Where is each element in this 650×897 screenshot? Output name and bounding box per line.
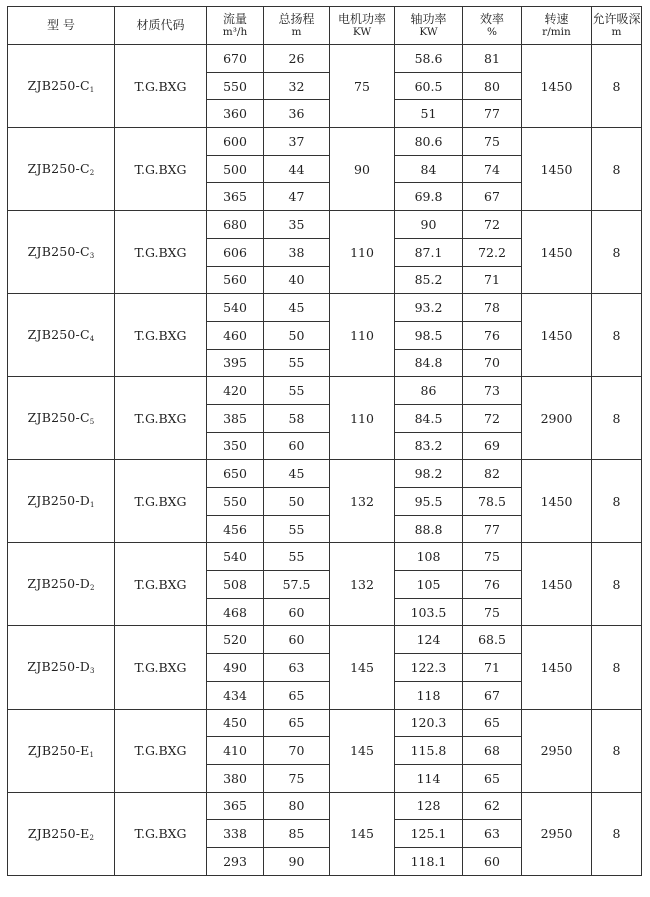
model-subscript: 2 — [89, 833, 95, 842]
shaft-power-cell: 98.5 — [395, 321, 463, 349]
efficiency-cell: 65 — [463, 764, 522, 792]
flow-cell: 540 — [207, 294, 264, 322]
material-code-cell: T.G.BXG — [115, 211, 207, 294]
model-name: ZJB250-D — [27, 576, 90, 592]
motor-power-cell: 132 — [330, 460, 395, 543]
shaft-power-cell: 118.1 — [395, 847, 463, 875]
flow-cell: 680 — [207, 211, 264, 239]
shaft-power-cell: 125.1 — [395, 820, 463, 848]
column-header — [463, 7, 522, 45]
shaft-power-cell: 58.6 — [395, 45, 463, 73]
speed-cell: 1450 — [522, 128, 592, 211]
model-name: ZJB250-D — [27, 493, 90, 509]
flow-cell: 670 — [207, 45, 264, 73]
table-row — [8, 211, 642, 239]
head-cell: 65 — [264, 681, 330, 709]
column-header-title: 电机功率 — [337, 11, 386, 26]
table-row — [8, 792, 642, 820]
motor-power-cell: 145 — [330, 792, 395, 875]
efficiency-cell: 69 — [463, 432, 522, 460]
efficiency-cell: 76 — [463, 571, 522, 599]
shaft-power-cell: 120.3 — [395, 709, 463, 737]
flow-cell: 550 — [207, 72, 264, 100]
head-cell: 75 — [264, 764, 330, 792]
speed-cell: 1450 — [522, 45, 592, 128]
head-cell: 90 — [264, 847, 330, 875]
model-cell — [8, 709, 115, 792]
suction-depth-cell: 8 — [592, 460, 642, 543]
shaft-power-cell: 84.5 — [395, 404, 463, 432]
model-subscript: 3 — [89, 667, 95, 676]
efficiency-cell: 77 — [463, 515, 522, 543]
speed-cell: 1450 — [522, 294, 592, 377]
head-cell: 65 — [264, 709, 330, 737]
model-subscript: 2 — [89, 169, 95, 178]
table-row — [8, 377, 642, 405]
flow-cell: 365 — [207, 183, 264, 211]
flow-cell: 350 — [207, 432, 264, 460]
efficiency-cell: 77 — [463, 100, 522, 128]
column-header-unit: m — [291, 25, 302, 38]
table-row — [8, 626, 642, 654]
column-header-title: 允许吸深 — [592, 11, 641, 26]
shaft-power-cell: 98.2 — [395, 460, 463, 488]
column-header-title: 轴功率 — [410, 11, 447, 26]
efficiency-cell: 67 — [463, 183, 522, 211]
flow-cell: 420 — [207, 377, 264, 405]
shaft-power-cell: 84 — [395, 155, 463, 183]
flow-cell: 540 — [207, 543, 264, 571]
speed-cell: 1450 — [522, 460, 592, 543]
head-cell: 60 — [264, 432, 330, 460]
flow-cell: 520 — [207, 626, 264, 654]
flow-cell: 338 — [207, 820, 264, 848]
shaft-power-cell: 86 — [395, 377, 463, 405]
suction-depth-cell: 8 — [592, 377, 642, 460]
model-cell — [8, 128, 115, 211]
efficiency-cell: 65 — [463, 709, 522, 737]
flow-cell: 650 — [207, 460, 264, 488]
model-name: ZJB250-E — [27, 825, 90, 841]
suction-depth-cell: 8 — [592, 626, 642, 709]
head-cell: 36 — [264, 100, 330, 128]
flow-cell: 460 — [207, 321, 264, 349]
model-subscript: 4 — [89, 335, 95, 344]
suction-depth-cell: 8 — [592, 211, 642, 294]
flow-cell: 468 — [207, 598, 264, 626]
table-body — [8, 45, 642, 876]
model-cell — [8, 543, 115, 626]
material-code-cell: T.G.BXG — [115, 377, 207, 460]
head-cell: 32 — [264, 72, 330, 100]
flow-cell: 508 — [207, 571, 264, 599]
efficiency-cell: 76 — [463, 321, 522, 349]
head-cell: 50 — [264, 321, 330, 349]
head-cell: 70 — [264, 737, 330, 765]
column-header — [330, 7, 395, 45]
column-header-title: 效率 — [479, 11, 504, 26]
head-cell: 45 — [264, 294, 330, 322]
head-cell: 60 — [264, 598, 330, 626]
efficiency-cell: 67 — [463, 681, 522, 709]
shaft-power-cell: 69.8 — [395, 183, 463, 211]
head-cell: 50 — [264, 488, 330, 516]
flow-cell: 560 — [207, 266, 264, 294]
efficiency-cell: 62 — [463, 792, 522, 820]
shaft-power-cell: 85.2 — [395, 266, 463, 294]
table-row — [8, 460, 642, 488]
head-cell: 85 — [264, 820, 330, 848]
shaft-power-cell: 60.5 — [395, 72, 463, 100]
efficiency-cell: 81 — [463, 45, 522, 73]
motor-power-cell: 145 — [330, 626, 395, 709]
header-row — [8, 7, 642, 45]
motor-power-cell: 110 — [330, 211, 395, 294]
column-header-unit: KW — [419, 25, 438, 38]
flow-cell: 395 — [207, 349, 264, 377]
head-cell: 26 — [264, 45, 330, 73]
model-subscript: 1 — [89, 750, 95, 759]
material-code-cell: T.G.BXG — [115, 45, 207, 128]
column-header — [395, 7, 463, 45]
head-cell: 63 — [264, 654, 330, 682]
model-subscript: 3 — [89, 252, 95, 261]
model-subscript: 1 — [89, 86, 95, 95]
column-header-title: 型 号 — [47, 18, 75, 32]
head-cell: 45 — [264, 460, 330, 488]
material-code-cell: T.G.BXG — [115, 709, 207, 792]
efficiency-cell: 73 — [463, 377, 522, 405]
efficiency-cell: 78.5 — [463, 488, 522, 516]
model-cell — [8, 211, 115, 294]
model-cell — [8, 377, 115, 460]
table-row — [8, 543, 642, 571]
column-header-unit: KW — [352, 25, 372, 38]
head-cell: 35 — [264, 211, 330, 239]
flow-cell: 365 — [207, 792, 264, 820]
efficiency-cell: 70 — [463, 349, 522, 377]
efficiency-cell: 71 — [463, 266, 522, 294]
efficiency-cell: 63 — [463, 820, 522, 848]
efficiency-cell: 82 — [463, 460, 522, 488]
head-cell: 80 — [264, 792, 330, 820]
head-cell: 40 — [264, 266, 330, 294]
column-header — [207, 7, 264, 45]
shaft-power-cell: 108 — [395, 543, 463, 571]
table-row — [8, 128, 642, 156]
column-header-title: 转速 — [544, 11, 569, 26]
motor-power-cell: 110 — [330, 377, 395, 460]
column-header — [115, 7, 207, 45]
shaft-power-cell: 114 — [395, 764, 463, 792]
shaft-power-cell: 88.8 — [395, 515, 463, 543]
suction-depth-cell: 8 — [592, 709, 642, 792]
shaft-power-cell: 103.5 — [395, 598, 463, 626]
head-cell: 47 — [264, 183, 330, 211]
head-cell: 58 — [264, 404, 330, 432]
speed-cell: 1450 — [522, 211, 592, 294]
speed-cell: 2950 — [522, 709, 592, 792]
motor-power-cell: 145 — [330, 709, 395, 792]
model-cell — [8, 626, 115, 709]
speed-cell: 2950 — [522, 792, 592, 875]
shaft-power-cell: 115.8 — [395, 737, 463, 765]
shaft-power-cell: 93.2 — [395, 294, 463, 322]
efficiency-cell: 72 — [463, 404, 522, 432]
shaft-power-cell: 80.6 — [395, 128, 463, 156]
efficiency-cell: 60 — [463, 847, 522, 875]
column-header-unit: m³/h — [222, 25, 248, 38]
model-cell — [8, 792, 115, 875]
material-code-cell: T.G.BXG — [115, 792, 207, 875]
efficiency-cell: 68 — [463, 737, 522, 765]
column-header-title: 流量 — [222, 11, 247, 26]
model-name: ZJB250-D — [27, 659, 90, 675]
column-header — [522, 7, 592, 45]
suction-depth-cell: 8 — [592, 128, 642, 211]
shaft-power-cell: 51 — [395, 100, 463, 128]
model-cell — [8, 45, 115, 128]
suction-depth-cell: 8 — [592, 792, 642, 875]
suction-depth-cell: 8 — [592, 45, 642, 128]
model-name: ZJB250-E — [27, 742, 90, 758]
flow-cell: 500 — [207, 155, 264, 183]
flow-cell: 360 — [207, 100, 264, 128]
flow-cell: 450 — [207, 709, 264, 737]
head-cell: 44 — [264, 155, 330, 183]
model-subscript: 2 — [89, 584, 95, 593]
efficiency-cell: 72 — [463, 211, 522, 239]
head-cell: 57.5 — [264, 571, 330, 599]
column-header-unit: r/min — [542, 25, 571, 38]
shaft-power-cell: 95.5 — [395, 488, 463, 516]
shaft-power-cell: 90 — [395, 211, 463, 239]
efficiency-cell: 80 — [463, 72, 522, 100]
shaft-power-cell: 128 — [395, 792, 463, 820]
motor-power-cell: 110 — [330, 294, 395, 377]
material-code-cell: T.G.BXG — [115, 460, 207, 543]
model-name: ZJB250-C — [27, 410, 90, 426]
motor-power-cell: 132 — [330, 543, 395, 626]
column-header-unit: m — [611, 25, 622, 38]
speed-cell: 1450 — [522, 626, 592, 709]
column-header — [8, 7, 115, 45]
column-header-title: 总扬程 — [278, 11, 315, 26]
suction-depth-cell: 8 — [592, 294, 642, 377]
flow-cell: 293 — [207, 847, 264, 875]
shaft-power-cell: 105 — [395, 571, 463, 599]
column-header-unit: % — [487, 25, 497, 38]
table-row — [8, 45, 642, 73]
flow-cell: 600 — [207, 128, 264, 156]
shaft-power-cell: 83.2 — [395, 432, 463, 460]
shaft-power-cell: 84.8 — [395, 349, 463, 377]
flow-cell: 410 — [207, 737, 264, 765]
speed-cell: 2900 — [522, 377, 592, 460]
motor-power-cell: 75 — [330, 45, 395, 128]
column-header-title: 材质代码 — [136, 18, 185, 32]
flow-cell: 434 — [207, 681, 264, 709]
shaft-power-cell: 124 — [395, 626, 463, 654]
flow-cell: 550 — [207, 488, 264, 516]
table-row — [8, 709, 642, 737]
model-cell — [8, 460, 115, 543]
column-header — [264, 7, 330, 45]
material-code-cell: T.G.BXG — [115, 294, 207, 377]
efficiency-cell: 74 — [463, 155, 522, 183]
speed-cell: 1450 — [522, 543, 592, 626]
shaft-power-cell: 118 — [395, 681, 463, 709]
head-cell: 55 — [264, 515, 330, 543]
column-header — [592, 7, 642, 45]
model-name: ZJB250-C — [27, 78, 90, 94]
flow-cell: 456 — [207, 515, 264, 543]
model-name: ZJB250-C — [27, 327, 90, 343]
model-name: ZJB250-C — [27, 244, 90, 260]
flow-cell: 606 — [207, 238, 264, 266]
efficiency-cell: 75 — [463, 128, 522, 156]
efficiency-cell: 72.2 — [463, 238, 522, 266]
model-subscript: 5 — [89, 418, 95, 427]
flow-cell: 380 — [207, 764, 264, 792]
head-cell: 55 — [264, 349, 330, 377]
efficiency-cell: 75 — [463, 598, 522, 626]
table-row — [8, 294, 642, 322]
flow-cell: 490 — [207, 654, 264, 682]
head-cell: 37 — [264, 128, 330, 156]
head-cell: 60 — [264, 626, 330, 654]
model-cell — [8, 294, 115, 377]
model-subscript: 1 — [89, 501, 95, 510]
shaft-power-cell: 87.1 — [395, 238, 463, 266]
material-code-cell: T.G.BXG — [115, 128, 207, 211]
material-code-cell: T.G.BXG — [115, 543, 207, 626]
efficiency-cell: 68.5 — [463, 626, 522, 654]
head-cell: 55 — [264, 543, 330, 571]
pump-spec-table — [7, 6, 642, 876]
efficiency-cell: 75 — [463, 543, 522, 571]
efficiency-cell: 71 — [463, 654, 522, 682]
head-cell: 55 — [264, 377, 330, 405]
shaft-power-cell: 122.3 — [395, 654, 463, 682]
head-cell: 38 — [264, 238, 330, 266]
motor-power-cell: 90 — [330, 128, 395, 211]
efficiency-cell: 78 — [463, 294, 522, 322]
model-name: ZJB250-C — [27, 161, 90, 177]
suction-depth-cell: 8 — [592, 543, 642, 626]
material-code-cell: T.G.BXG — [115, 626, 207, 709]
flow-cell: 385 — [207, 404, 264, 432]
